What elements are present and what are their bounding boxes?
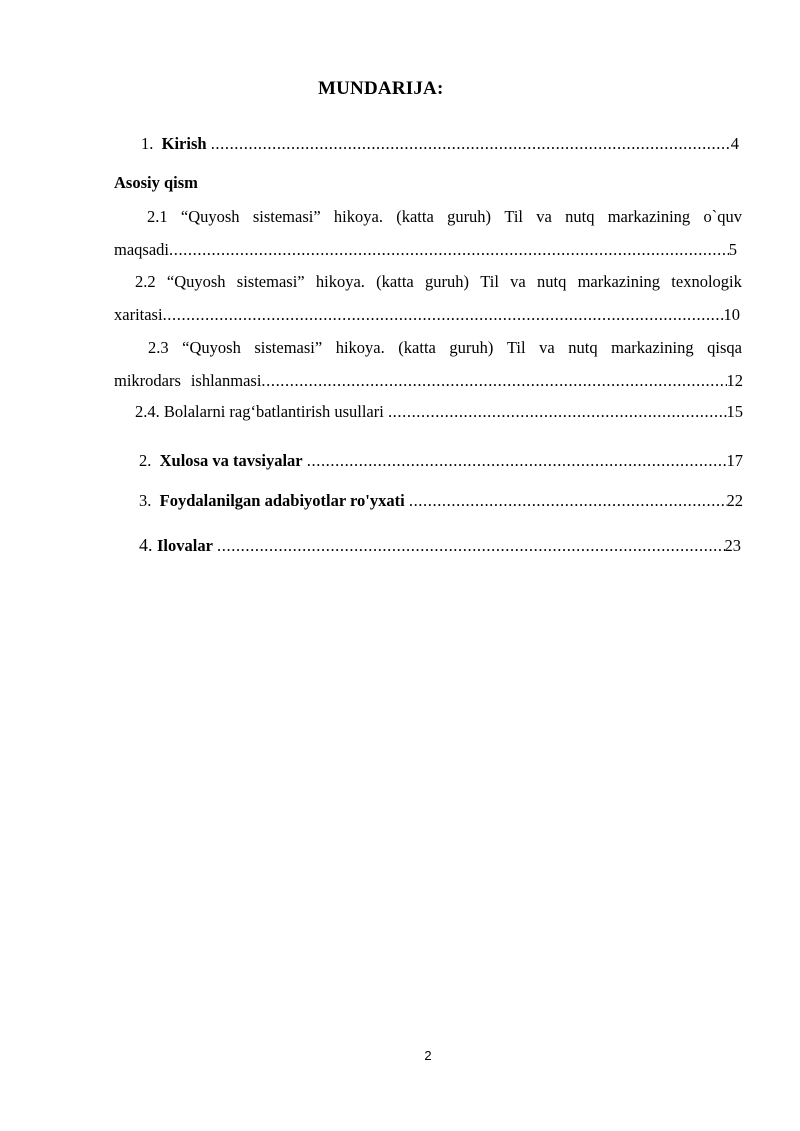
toc-entry-page: 10 — [723, 305, 740, 324]
toc-leader-dots — [261, 371, 726, 391]
word: sistemasi” — [252, 207, 321, 226]
toc-entry-adabiyotlar[interactable] — [139, 491, 743, 511]
toc-entry-xulosa[interactable] — [139, 451, 743, 471]
toc-entry-label: Kirish — [161, 134, 207, 153]
toc-entry-label: 2.4. Bolalarni rag‘batlantirish usullari — [135, 402, 388, 421]
toc-leader-dots — [307, 451, 727, 471]
word: hikoya. — [335, 338, 385, 357]
toc-entry-page: 12 — [726, 371, 743, 390]
toc-entry-label: Foydalanilgan adabiyotlar ro'yxati — [159, 491, 405, 510]
toc-entry-page: 4 — [730, 134, 739, 153]
word: nutq — [565, 207, 595, 226]
word: guruh) — [447, 207, 492, 226]
word: “Quyosh — [182, 338, 241, 357]
toc-entry-number: 4. — [139, 535, 153, 555]
page-number: 2 — [424, 1048, 432, 1063]
word: 2.2 — [135, 272, 156, 291]
word: va — [510, 272, 526, 291]
word: “Quyosh — [180, 207, 240, 226]
toc-entry-label: Ilovalar — [157, 536, 213, 555]
toc-leader-dots — [217, 536, 724, 556]
toc-leader-dots — [169, 240, 729, 260]
toc-leader-dots — [163, 305, 724, 325]
toc-leader-dots — [211, 134, 731, 154]
toc-entry-2-1-line2[interactable] — [114, 240, 737, 260]
word: “Quyosh — [166, 272, 226, 291]
toc-entry-page: 17 — [726, 451, 743, 470]
word: nutq — [568, 338, 598, 357]
toc-entry-2-3-line2[interactable] — [114, 371, 743, 391]
word: o`quv — [703, 207, 742, 226]
word: qisqa — [707, 338, 742, 357]
word: 2.1 — [147, 207, 168, 226]
toc-entry-page: 5 — [728, 240, 737, 259]
word: (katta — [398, 338, 436, 357]
word: guruh) — [424, 272, 469, 291]
word: nutq — [536, 272, 567, 291]
toc-entry-label: mikrodars — [114, 371, 181, 390]
toc-entry-number: 2. — [139, 451, 152, 470]
word: sistemasi” — [236, 272, 305, 291]
word: markazining — [607, 207, 691, 226]
word: guruh) — [449, 338, 494, 357]
toc-entry-2-2-line1[interactable] — [135, 272, 742, 292]
word: 2.3 — [148, 338, 169, 357]
word: sistemasi” — [254, 338, 323, 357]
toc-entry-label: maqsadi — [114, 240, 169, 259]
toc-leader-dots — [388, 402, 727, 422]
word: markazining — [577, 272, 661, 291]
toc-entry-2-2-line2[interactable] — [114, 305, 740, 325]
word: hikoya. — [315, 272, 365, 291]
toc-entry-kirish[interactable] — [141, 134, 739, 154]
toc-entry-label: xaritasi — [114, 305, 163, 324]
toc-entry-number: 1. — [141, 134, 154, 153]
word: Til — [504, 207, 523, 226]
word: markazining — [611, 338, 694, 357]
toc-entry-label: ishlanmasi — [190, 371, 262, 390]
word: (katta — [376, 272, 414, 291]
toc-entry-2-3-line1[interactable] — [148, 338, 742, 358]
section-heading-asosiy-qism: Asosiy qism — [114, 173, 198, 192]
word: Til — [480, 272, 499, 291]
word: va — [536, 207, 552, 226]
toc-entry-ilovalar[interactable] — [139, 535, 741, 556]
word: (katta — [396, 207, 434, 226]
toc-entry-page: 22 — [726, 491, 743, 510]
word: hikoya. — [333, 207, 383, 226]
toc-entry-2-4[interactable] — [135, 402, 743, 422]
word: texnologik — [671, 272, 742, 291]
toc-entry-page: 15 — [726, 402, 743, 421]
word: Til — [506, 338, 526, 357]
toc-entry-page: 23 — [724, 536, 741, 555]
toc-entry-number: 3. — [139, 491, 152, 510]
toc-leader-dots — [409, 491, 727, 511]
toc-entry-2-1-line1[interactable] — [147, 207, 742, 227]
page-title: MUNDARIJA: — [318, 78, 444, 99]
word: va — [539, 338, 555, 357]
toc-entry-label: Xulosa va tavsiyalar — [159, 451, 303, 470]
